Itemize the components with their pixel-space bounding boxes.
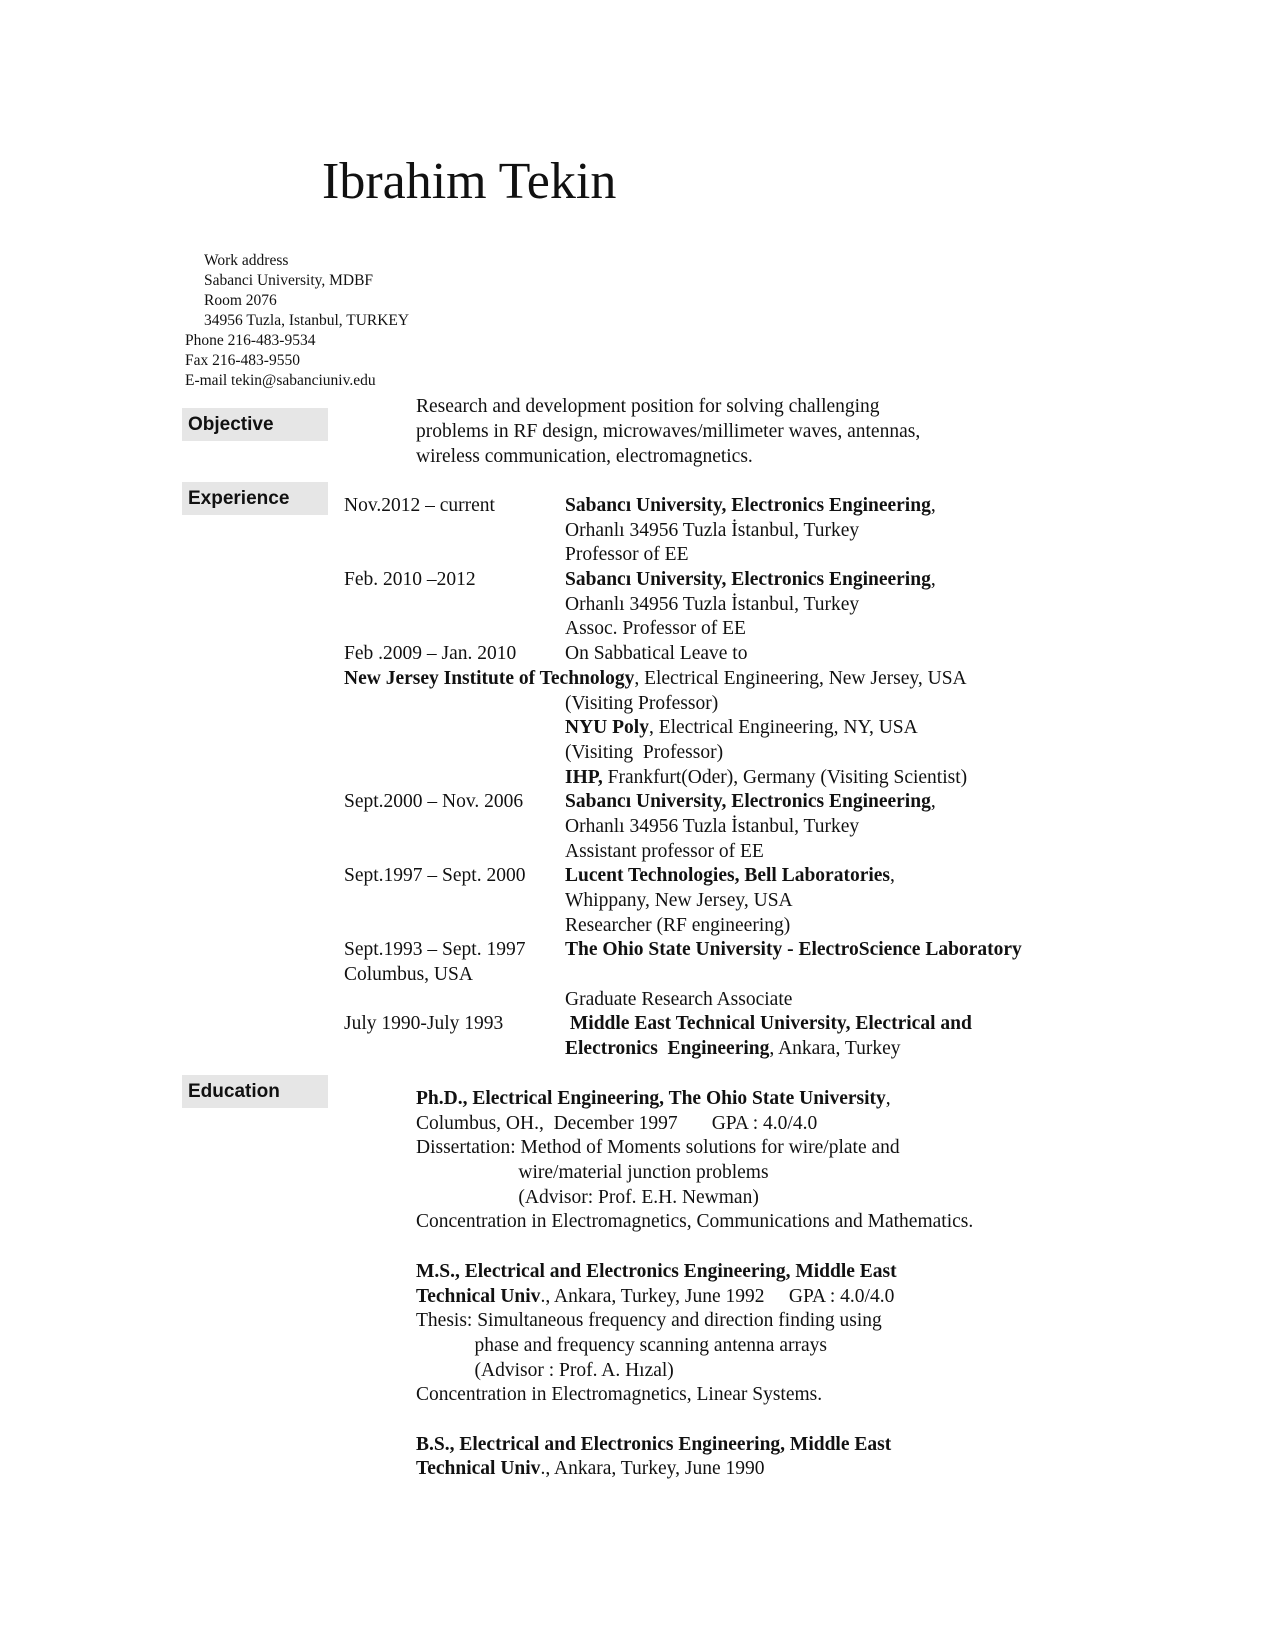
education-detail: wire/material junction problems (416, 1162, 769, 1184)
education-line (416, 1284, 973, 1309)
experience-detail: Whippany, New Jersey, USA (565, 890, 793, 911)
education-degree: Technical Univ (416, 1285, 541, 1307)
section-label-education: Education (182, 1075, 328, 1108)
objective-line: wireless communication, electromagnetics. (416, 446, 753, 467)
education-line (416, 1259, 973, 1284)
work-address (204, 251, 409, 331)
experience-detail: Assistant professor of EE (565, 840, 764, 862)
experience-detail: Frankfurt(Oder), Germany (Visiting Scientist) (602, 766, 968, 788)
experience-date: Sept.1993 – Sept. 1997 (344, 939, 526, 961)
education-line (416, 1382, 973, 1407)
experience-line (344, 962, 967, 987)
section-label-objective: Objective (182, 408, 328, 441)
experience-line (344, 518, 967, 543)
experience-description (565, 913, 790, 938)
experience-detail: Graduate Research Associate (565, 988, 793, 1010)
person-name: Ibrahim Tekin (322, 153, 617, 210)
experience-line (344, 1036, 967, 1061)
education-line (416, 1209, 973, 1234)
experience-date: Sept.2000 – Nov. 2006 (344, 791, 524, 813)
experience-line (344, 888, 967, 913)
address-line: Work address (204, 252, 289, 269)
fax-line: Fax 216-483-9550 (185, 352, 300, 369)
experience-org: The Ohio State University - ElectroScience Laboratory (565, 939, 1022, 961)
experience-description (565, 518, 859, 543)
experience-line (344, 987, 967, 1012)
experience-line (344, 1011, 972, 1036)
experience-line (344, 740, 967, 765)
experience-description (565, 1011, 972, 1036)
experience-detail: (Visiting Professor) (565, 741, 724, 763)
experience-description (565, 888, 793, 913)
education-line (416, 1160, 973, 1185)
experience-date: Feb. 2010 –2012 (344, 569, 476, 591)
experience-line (344, 666, 967, 691)
experience-date: July 1990-July 1993 (344, 1013, 504, 1035)
education-line (416, 1086, 973, 1111)
experience-org: Electronics Engineering (565, 1038, 770, 1060)
experience-detail: , Electrical Engineering, New Jersey, USA (634, 667, 967, 689)
experience-list (344, 493, 1022, 1061)
experience-detail: , (930, 791, 936, 813)
experience-detail: , (930, 569, 936, 591)
experience-description (565, 839, 764, 864)
experience-detail: , Electrical Engineering, NY, USA (648, 717, 918, 739)
experience-line (344, 814, 967, 839)
experience-description (565, 814, 859, 839)
experience-description (565, 641, 747, 666)
experience-line (344, 863, 967, 888)
education-detail: ., Ankara, Turkey, June 1992 GPA : 4.0/4.0 (540, 1285, 895, 1307)
address-line: Sabanci University, MDBF (204, 272, 374, 289)
experience-org: Middle East Technical University, Electrical and (565, 1013, 972, 1035)
experience-line (344, 691, 967, 716)
experience-line (344, 765, 967, 790)
education-line (416, 1234, 973, 1259)
education-line (416, 1308, 973, 1333)
experience-line (344, 913, 967, 938)
experience-description (565, 789, 936, 814)
experience-date: Feb .2009 – Jan. 2010 (344, 643, 517, 665)
experience-description (565, 592, 859, 617)
experience-org: IHP, (565, 766, 603, 788)
experience-detail: Professor of EE (565, 544, 689, 566)
experience-detail: Assoc. Professor of EE (565, 618, 746, 640)
experience-line (344, 839, 967, 864)
education-detail: ., Ankara, Turkey, June 1990 (540, 1458, 765, 1480)
education-line (416, 1185, 973, 1210)
objective-line: problems in RF design, microwaves/millimeter waves, antennas, (416, 421, 921, 442)
education-degree: Technical Univ (416, 1458, 541, 1480)
education-detail: (Advisor : Prof. A. Hızal) (416, 1359, 674, 1381)
objective-line: Research and development position for solving challenging (416, 396, 880, 417)
experience-line (344, 567, 967, 592)
experience-org: Lucent Technologies, Bell Laboratories (565, 865, 891, 887)
education-line (416, 1111, 973, 1136)
experience-org: Sabancı University, Electronics Engineering (565, 791, 931, 813)
education-line (416, 1135, 973, 1160)
education-line (416, 1407, 973, 1432)
email-line: E-mail tekin@sabanciuniv.edu (185, 372, 376, 389)
experience-description (565, 493, 936, 518)
education-detail: Thesis: Simultaneous frequency and direction finding using (416, 1310, 882, 1332)
experience-line (344, 493, 967, 518)
experience-description (565, 765, 967, 790)
experience-line (344, 789, 967, 814)
experience-detail: (Visiting Professor) (565, 692, 719, 714)
experience-line (344, 937, 1022, 962)
experience-description (565, 542, 688, 567)
experience-detail: Researcher (RF engineering) (565, 914, 791, 936)
experience-description (565, 691, 718, 716)
education-degree: M.S., Electrical and Electronics Engineering, Middle East (416, 1260, 897, 1282)
experience-description (565, 937, 1022, 962)
education-line (416, 1358, 973, 1383)
experience-detail: Orhanlı 34956 Tuzla İstanbul, Turkey (565, 519, 860, 541)
experience-line (344, 542, 967, 567)
education-detail: Dissertation: Method of Moments solutions for wire/plate and (416, 1137, 900, 1159)
education-detail: Columbus, OH., December 1997 GPA : 4.0/4.0 (416, 1112, 818, 1134)
experience-org: New Jersey Institute of Technology (344, 667, 635, 689)
experience-line (344, 592, 967, 617)
phone-line: Phone 216-483-9534 (185, 332, 316, 349)
experience-line (344, 641, 967, 666)
experience-line (344, 715, 967, 740)
experience-description (565, 740, 723, 765)
education-detail: Concentration in Electromagnetics, Communications and Mathematics. (416, 1211, 974, 1233)
experience-detail: Columbus, USA (344, 964, 473, 986)
contact-info (185, 331, 376, 391)
objective-text (416, 394, 920, 469)
experience-description (565, 616, 746, 641)
education-line (416, 1456, 973, 1481)
experience-description (565, 1036, 900, 1061)
experience-line (344, 616, 967, 641)
education-line (416, 1333, 973, 1358)
experience-description (565, 987, 792, 1012)
experience-detail: Orhanlı 34956 Tuzla İstanbul, Turkey (565, 815, 860, 837)
experience-description (565, 715, 918, 740)
education-list (416, 1086, 973, 1481)
education-detail: , (885, 1088, 891, 1109)
address-line: Room 2076 (204, 292, 277, 309)
experience-description (565, 863, 895, 888)
experience-org: Sabancı University, Electronics Engineering (565, 569, 931, 591)
address-line: 34956 Tuzla, Istanbul, TURKEY (204, 312, 410, 329)
experience-detail: , (930, 495, 936, 516)
education-line (416, 1432, 973, 1457)
education-detail: Concentration in Electromagnetics, Linear Systems. (416, 1384, 823, 1406)
experience-org: NYU Poly (565, 717, 649, 739)
education-degree: B.S., Electrical and Electronics Engineering, Middle East (416, 1433, 892, 1455)
education-detail: phase and frequency scanning antenna arrays (416, 1334, 827, 1356)
experience-detail: On Sabbatical Leave to (565, 643, 748, 665)
experience-detail: , Ankara, Turkey (769, 1038, 901, 1060)
experience-description (565, 567, 936, 592)
education-detail: (Advisor: Prof. E.H. Newman) (416, 1186, 759, 1208)
experience-detail: Orhanlı 34956 Tuzla İstanbul, Turkey (565, 593, 860, 615)
education-degree: Ph.D., Electrical Engineering, The Ohio State University (416, 1088, 886, 1109)
experience-detail: , (890, 865, 895, 887)
experience-date: Sept.1997 – Sept. 2000 (344, 865, 526, 887)
experience-date: Nov.2012 – current (344, 495, 495, 516)
section-label-experience: Experience (182, 482, 328, 515)
experience-org: Sabancı University, Electronics Engineering (565, 495, 931, 516)
